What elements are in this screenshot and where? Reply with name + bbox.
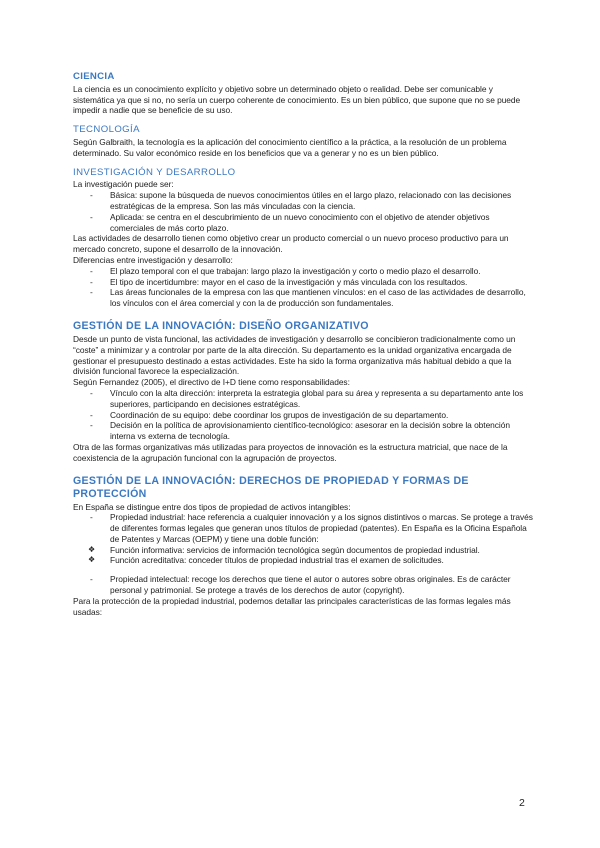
paragraph-investigacion-intro: La investigación puede ser: <box>73 179 174 190</box>
list-item <box>88 555 533 566</box>
paragraph-diseno: Desde un punto de vista funcional, las actividades de investigación y desarrollo se concibieron tradicionalmente como un “coste” a minimizar y a controlar por parte de la alta dirección. Su departamento es la unidad organizativa encargada de gestionar el presupuesto destinado a estas actividades. Este ha sido la forma organizativa más habitual debido a que la división funcional favorece la especialización. <box>73 333 516 377</box>
diamond-bullet-icon: ❖ <box>88 555 96 565</box>
paragraph-tecnologia: Según Galbraith, la tecnología es la aplicación del conocimiento científico a la práctica, a la resolución de un problema determinado. Su valor económico reside en los beneficios que va a generar y no es un bien público. <box>73 136 507 158</box>
heading-ciencia: CIENCIA <box>73 71 115 82</box>
list-item: - Aplicada: se centra en el descubrimiento de un nuevo conocimiento con el objetivo de atender objetivos comerciales de más corto plazo. <box>110 212 533 234</box>
paragraph-diferencias-intro: Diferencias entre investigación y desarrollo: <box>73 254 233 265</box>
paragraph-fernandez: Según Fernandez (2005), el directivo de I+D tiene como responsabilidades: <box>73 377 350 388</box>
paragraph-matricial: Otra de las formas organizativas más utilizadas para proyectos de innovación es la estructura matricial, que nace de la coexistencia de la agrupación funcional con la agrupación de proyectos. <box>73 441 508 463</box>
page-content <box>73 72 533 617</box>
heading-derechos-propiedad: GESTIÓN DE LA INNOVACIÓN: DERECHOS DE PROPIEDAD Y FORMAS DE PROTECCIÓN <box>73 474 469 500</box>
list-item: - El plazo temporal con el que trabajan: largo plazo la investigación y corto o medio plazo el desarrollo. <box>110 266 533 277</box>
list-item-text: Función acreditativa: conceder títulos de propiedad industrial tras el examen de solicitudes. <box>110 555 444 566</box>
heading-diseno-organizativo: GESTIÓN DE LA INNOVACIÓN: DISEÑO ORGANIZATIVO <box>73 319 369 332</box>
list-item: - Decisión en la política de aprovisionamiento científico-tecnológico: asesorar en la decisión sobre la obtención interna vs externa de tecnología. <box>110 420 533 442</box>
list-item: - Propiedad intelectual: recoge los derechos que tiene el autor o autores sobre obras originales. Es de carácter personal y patrimonial. Se protege a través de los derechos de autor (copyright). <box>110 574 533 596</box>
list-item <box>88 544 533 556</box>
list-propiedad-industrial <box>73 512 533 544</box>
paragraph-ciencia: La ciencia es un conocimiento explícito y objetivo sobre un determinado objeto o realidad. Debe ser comunicable y sistemática ya que si no, no sería un cuerpo coherente de conocimiento. Es un bien público, que supone que no se puede impedir a nadie que se beneficie de su uso. <box>73 83 521 116</box>
list-responsabilidades <box>73 388 533 442</box>
list-item: - Propiedad industrial: hace referencia a cualquier innovación y a los signos distintivos o marcas. Se protege a través de diferentes formas legales que generan unos títulos de propiedad (patentes). En España es la Oficina Española de Patentes y Marcas (OEPM) y tiene una doble función: <box>110 512 533 544</box>
paragraph-propiedad-closing: Para la protección de la propiedad industrial, podemos detallar las principales características de las formas legales más usadas: <box>73 595 511 617</box>
list-item: - Vínculo con la alta dirección: interpreta la estrategia global para su área y representa a su departamento ante los superiores, participando en decisiones estratégicas. <box>110 388 533 410</box>
list-item: - Básica: supone la búsqueda de nuevos conocimientos útiles en el largo plazo, relacionado con las decisiones estratégicas de la empresa. Son las más vinculadas con la ciencia. <box>110 190 533 212</box>
list-item-text: Función informativa: servicios de información tecnológica según documentos de propiedad industrial. <box>110 544 480 555</box>
list-item: - El tipo de incertidumbre: mayor en el caso de la investigación y más vinculada con los resultados. <box>110 277 533 288</box>
list-item: - Coordinación de su equipo: debe coordinar los grupos de investigación de su departamento. <box>110 410 533 421</box>
list-item: - Las áreas funcionales de la empresa con las que mantienen vínculos: en el caso de las actividades de desarrollo, los vínculos con el área comercial y con la de producción son fundamentales. <box>110 287 533 309</box>
heading-tecnologia: TECNOLOGÍA <box>73 124 140 136</box>
page-number: 2 <box>519 797 525 809</box>
list-diferencias <box>73 266 533 309</box>
diamond-bullet-icon: ❖ <box>88 544 96 554</box>
list-investigacion-types <box>73 190 533 233</box>
list-propiedad-intelectual <box>73 574 533 596</box>
paragraph-desarrollo: Las actividades de desarrollo tienen como objetivo crear un producto comercial o un nuevo proceso productivo para un mercado concreto, supone el desarrollo de la innovación. <box>73 233 509 255</box>
paragraph-propiedad-intro: En España se distingue entre dos tipos de propiedad de activos intangibles: <box>73 501 351 512</box>
heading-investigacion-desarrollo: INVESTIGACIÓN Y DESARROLLO <box>73 166 236 178</box>
list-funciones <box>73 545 533 567</box>
